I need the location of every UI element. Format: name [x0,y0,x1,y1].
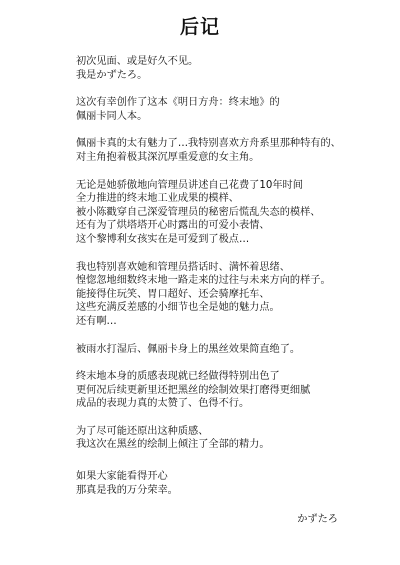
text-line: 这次有幸创作了这本《明日方舟：终末地》的 [76,97,280,109]
text-line: 那真是我的万分荣幸。 [76,484,178,496]
text-line: 被小陈戳穿自己深爱管理员的秘密后慌乱失态的模样、 [76,206,321,218]
text-line: 全力推进的终末地工业成果的模样、 [76,193,239,205]
paragraph-greeting [76,55,376,82]
text-line: 我也特别喜欢她和管理员搭话时、满怀着思绪、 [76,261,290,273]
text-line: 还有为了烘塔塔开心时露出的可爱小表情、 [76,220,270,232]
text-line: 终末地本身的质感表现就已经做得特别出色了 [76,371,280,383]
text-line: 成品的表现力真的太赞了、色得不行。 [76,398,250,410]
text-line: 如果大家能看得开心 [76,471,168,483]
text-line: 还有啊… [76,315,117,327]
afterword-body [76,55,376,511]
text-line: 我是かずたろ。 [76,69,148,81]
text-line: 能接得住玩笑、胃口超好、还会骑摩托车、 [76,288,270,300]
paragraph-charm [76,137,376,164]
text-line: 对主角抱着极其深沉厚重爱意的女主角。 [76,151,260,163]
text-line: 这个黎博利女孩实在是可爱到了极点… [76,233,250,245]
paragraph-intro [76,96,376,123]
text-line: 我这次在黑丝的绘制上倾注了全部的精力。 [76,439,270,451]
text-line: 初次见面、或是好久不见。 [76,56,199,67]
text-line: 佩丽卡同人本。 [76,110,148,122]
text-line: 更何况后续更新里还把黑丝的绘制效果打磨得更细腻 [76,384,311,396]
paragraph-details [76,261,376,329]
text-line: 佩丽卡真的太有魅力了…我特别喜欢方舟系里那种特有的、 [76,138,341,150]
page-title: 后记 [179,16,220,38]
text-line: 为了尽可能还原出这种质感、 [76,425,209,437]
text-line: 无论是她骄傲地向管理员讲述自己花费了10年时间 [76,179,303,191]
text-line: 这些充满反差感的小细节也全是她的魅力点。 [76,302,280,314]
paragraph-closing [76,470,376,497]
paragraph-moments [76,179,376,247]
paragraph-effort [76,425,376,452]
text-line: 被雨水打湿后、佩丽卡身上的黑丝效果简直绝了。 [76,343,301,355]
author-signature: かずたろ [297,514,338,525]
paragraph-rain [76,343,376,357]
text-line: 惶惚忽地细数终末地一路走来的过往与未来方向的样子。 [76,275,331,287]
paragraph-texture [76,370,376,411]
